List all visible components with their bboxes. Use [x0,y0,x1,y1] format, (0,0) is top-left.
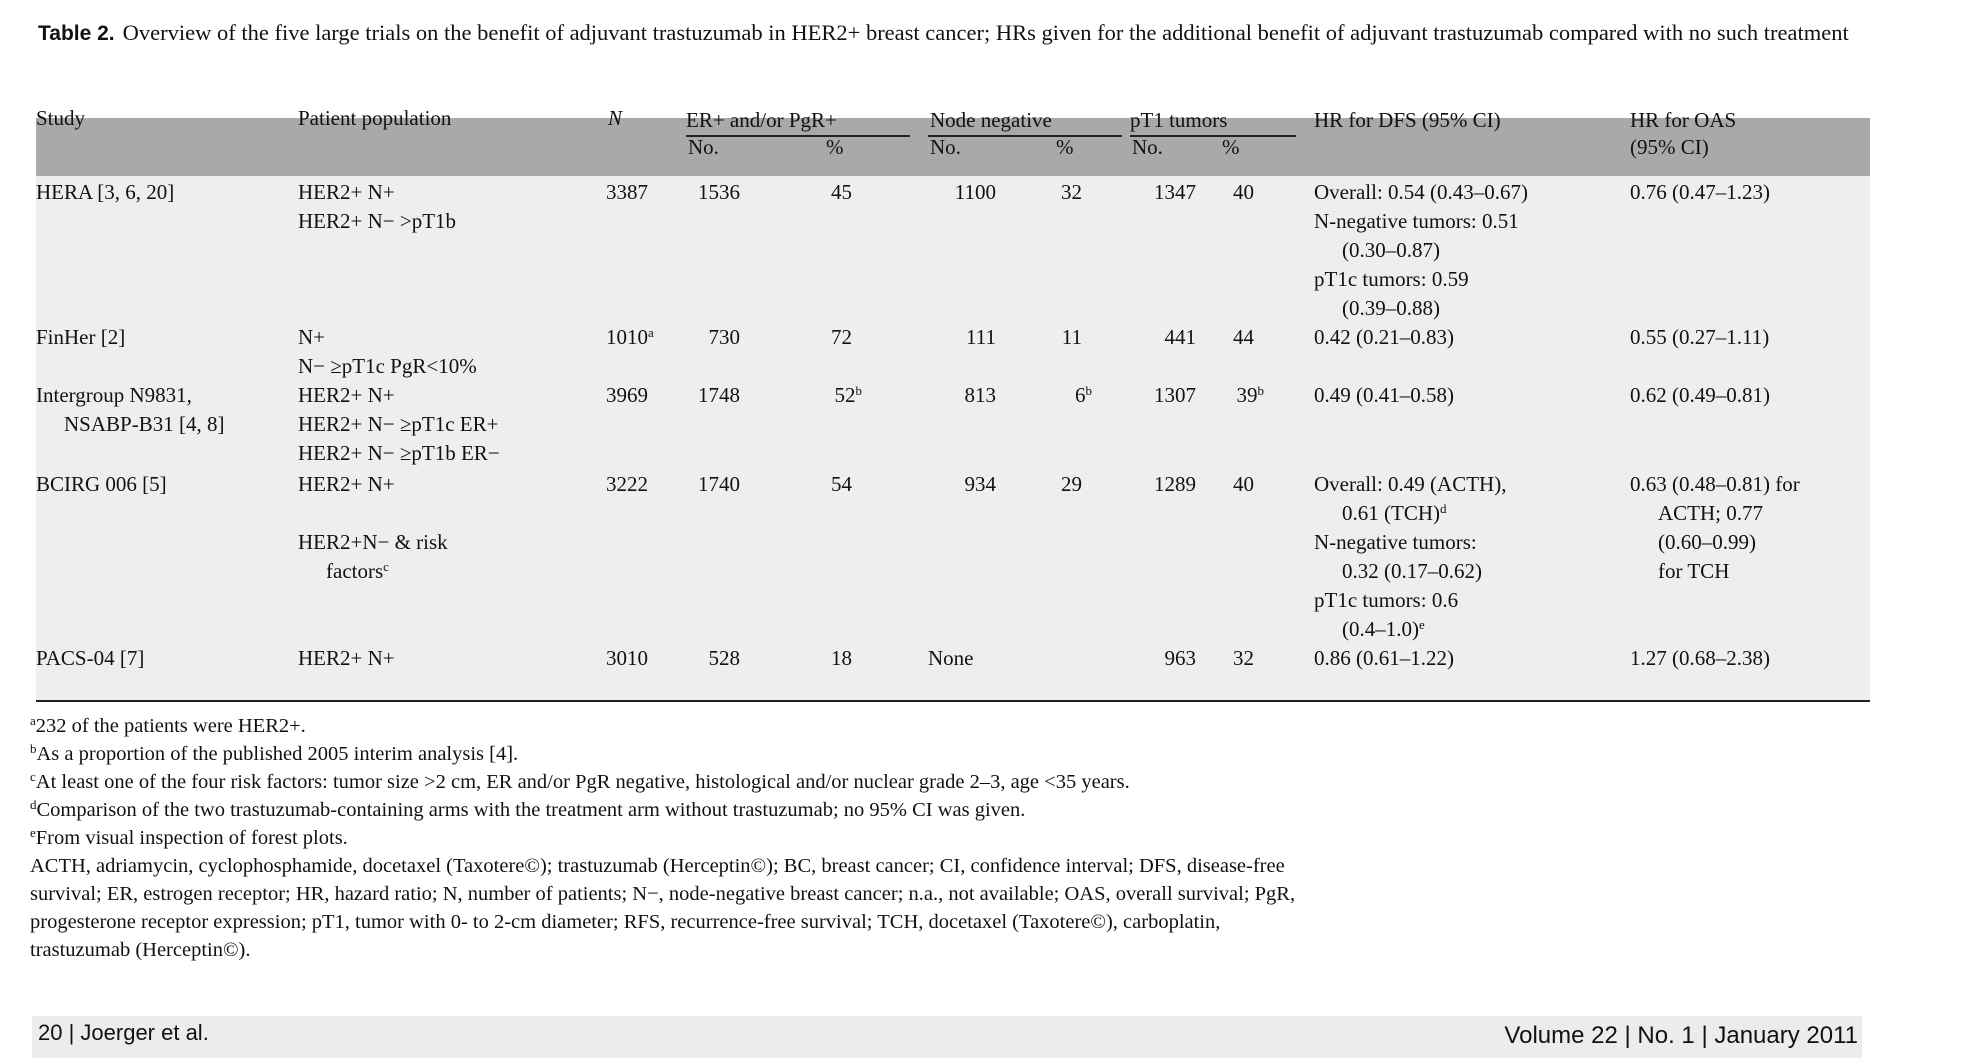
row1-dfs-3: (0.30–0.87) [1342,238,1440,262]
row2-pt1-no: 441 [1164,325,1196,349]
row3-er-pct [796,381,862,410]
row4-dfs-6 [1314,615,1425,644]
row4-dfs-6-text: (0.4–1.0) [1342,617,1419,641]
row1-pt1-no: 1347 [1154,180,1196,204]
row4-dfs-footnote-d: d [1440,501,1447,516]
footnote-d-mark: d [30,797,37,812]
row4-oas-4: for TCH [1658,559,1730,583]
header-pt1: pT1 tumors [1130,108,1228,132]
row4-dfs-2 [1314,499,1447,528]
row1-n: 3387 [606,180,648,204]
row3-node-no: 813 [964,383,996,407]
footnote-c-mark: c [30,769,36,784]
row2-er-no: 730 [708,325,740,349]
table-bottom-rule [36,700,1870,702]
row4-pt1-pct: 40 [1233,472,1254,496]
row5-dfs: 0.86 (0.61–1.22) [1314,646,1454,670]
row4-node-no: 934 [964,472,996,496]
header-pt1-pct: % [1222,135,1240,159]
row3-population-2: HER2+ N− ≥pT1c ER+ [298,412,499,436]
row2-n-value: 1010 [606,325,648,349]
page-footer-right: Volume 22 | No. 1 | January 2011 [1504,1022,1858,1049]
row3-study-2: NSABP-B31 [4, 8] [64,412,225,436]
row4-population-3 [298,557,389,586]
row1-node-pct: 32 [1061,180,1082,204]
row2-n-footnote-mark: a [648,325,654,340]
footnote-a-mark: a [30,713,36,728]
footnote-c-text: At least one of the four risk factors: tumor size >2 cm, ER and/or PgR negative, histological and/or nuclear grade 2–3, age <35 years. [35,771,1130,793]
table-label: Table 2. [38,22,115,45]
row3-pt1-pct-value: 39 [1236,383,1258,407]
row1-dfs-2: N-negative tumors: 0.51 [1314,209,1519,233]
row5-pt1-pct: 32 [1233,646,1254,670]
row1-population-1: HER2+ N+ [298,180,395,204]
row4-pt1-no: 1289 [1154,472,1196,496]
table-caption [38,18,1878,48]
row4-population-footnote-mark: c [383,559,389,574]
row4-er-pct: 54 [831,472,852,496]
footnote-a-text: 232 of the patients were HER2+. [35,715,306,737]
header-er-rule [686,135,910,137]
trials-table [36,106,1870,702]
row4-study: BCIRG 006 [5] [36,472,167,496]
header-study: Study [36,106,86,130]
row4-n: 3222 [606,472,648,496]
row3-study-1: Intergroup N9831, [36,383,192,407]
row1-study: HERA [3, 6, 20] [36,180,175,204]
footnote-b [30,740,1890,768]
row2-pt1-pct: 44 [1233,325,1254,349]
row3-oas: 0.62 (0.49–0.81) [1630,383,1770,407]
header-population: Patient population [298,106,452,130]
header-hr-dfs: HR for DFS (95% CI) [1314,108,1501,132]
row1-node-no: 1100 [954,180,996,204]
row3-er-footnote-mark: b [855,383,862,398]
header-hr-oas-ci: (95% CI) [1630,135,1709,159]
row3-pt1-no: 1307 [1154,383,1196,407]
row5-n: 3010 [606,646,648,670]
row1-dfs-5: (0.39–0.88) [1342,296,1440,320]
row4-population-1: HER2+ N+ [298,472,395,496]
row5-er-no: 528 [708,646,740,670]
footnote-d-text: Comparison of the two trastuzumab-containing arms with the treatment arm without trastuzumab; no 95% CI was given. [36,799,1026,821]
row4-dfs-1: Overall: 0.49 (ACTH), [1314,472,1507,496]
row4-dfs-footnote-e: e [1419,617,1425,632]
page-footer-left: 20 | Joerger et al. [38,1020,209,1045]
row5-oas: 1.27 (0.68–2.38) [1630,646,1770,670]
header-er: ER+ and/or PgR+ [686,108,837,132]
row1-er-no: 1536 [698,180,740,204]
row4-oas-3: (0.60–0.99) [1658,530,1756,554]
row5-pt1-no: 963 [1164,646,1196,670]
header-er-pct: % [826,135,844,159]
row2-oas: 0.55 (0.27–1.11) [1630,325,1770,349]
row4-dfs-2-text: 0.61 (TCH) [1342,501,1440,525]
footnote-e [30,824,1890,852]
row5-population: HER2+ N+ [298,646,395,670]
row5-study: PACS-04 [7] [36,646,145,670]
row5-node-no: None [928,646,974,670]
header-pt1-no: No. [1132,135,1163,159]
row1-population-2: HER2+ N− >pT1b [298,209,457,233]
row3-node-footnote-mark: b [1085,383,1092,398]
footnote-e-text: From visual inspection of forest plots. [35,827,348,849]
row3-pt1-pct [1206,381,1264,410]
row3-node-pct-value: 6 [1075,383,1086,407]
row2-dfs: 0.42 (0.21–0.83) [1314,325,1454,349]
row2-node-pct: 11 [1061,325,1082,349]
row4-oas-2: ACTH; 0.77 [1658,501,1763,525]
footnote-e-mark: e [30,825,36,840]
row4-population-2: HER2+N− & risk [298,530,448,554]
abbreviations-line-3: progesterone receptor expression; pT1, tumor with 0- to 2-cm diameter; RFS, recurrence-free survival; TCH, docetaxel (Taxotere©), carboplatin, [30,911,1221,933]
footnote-d [30,796,1890,824]
footnote-b-mark: b [30,741,37,756]
footnote-b-text: As a proportion of the published 2005 interim analysis [4]. [36,743,519,765]
row1-dfs-4: pT1c tumors: 0.59 [1314,267,1469,291]
header-er-no: No. [688,135,719,159]
row4-node-pct: 29 [1061,472,1082,496]
row2-population-2: N− ≥pT1c PgR<10% [298,354,477,378]
row4-population-3-text: factors [326,559,384,583]
header-node-pct: % [1056,135,1074,159]
row3-n: 3969 [606,383,648,407]
row3-node-pct [1026,381,1092,410]
row3-population-3: HER2+ N− ≥pT1b ER− [298,441,500,465]
row1-oas: 0.76 (0.47–1.23) [1630,180,1770,204]
row3-er-pct-value: 52 [834,383,856,407]
abbreviations-line-1: ACTH, adriamycin, cyclophosphamide, docetaxel (Taxotere©); trastuzumab (Herceptin©); BC, breast cancer; CI, confidence interval; DFS, disease-free [30,855,1285,877]
row3-population-1: HER2+ N+ [298,383,395,407]
row2-node-no: 111 [966,325,996,349]
row1-er-pct: 45 [831,180,852,204]
header-node-no: No. [930,135,961,159]
row5-er-pct: 18 [831,646,852,670]
footnote-c [30,768,1890,796]
header-n: N [608,106,623,130]
header-hr-oas: HR for OAS [1630,108,1737,132]
row3-pt1-footnote-mark: b [1257,383,1264,398]
row1-dfs-1: Overall: 0.54 (0.43–0.67) [1314,180,1529,204]
row2-er-pct: 72 [831,325,852,349]
row2-study: FinHer [2] [36,325,126,349]
abbreviations-line-2: survival; ER, estrogen receptor; HR, hazard ratio; N, number of patients; N−, node-negative breast cancer; n.a., not available; OAS, overall survival; PgR, [30,883,1296,905]
row4-er-no: 1740 [698,472,740,496]
row4-oas-1: 0.63 (0.48–0.81) for [1630,472,1800,496]
header-node-negative: Node negative [930,108,1052,132]
row2-n [606,323,654,352]
row3-dfs: 0.49 (0.41–0.58) [1314,383,1454,407]
row4-dfs-3: N-negative tumors: [1314,530,1477,554]
row3-er-no: 1748 [698,383,740,407]
row4-dfs-4: 0.32 (0.17–0.62) [1342,559,1482,583]
row2-population-1: N+ [298,325,326,349]
row4-dfs-5: pT1c tumors: 0.6 [1314,588,1459,612]
table-caption-text: Overview of the five large trials on the benefit of adjuvant trastuzumab in HER2+ breast cancer; HRs given for the additional benefit of adjuvant trastuzumab compared with no such treatment [122,20,1849,45]
abbreviations-line-4: trastuzumab (Herceptin©). [30,939,251,961]
row1-pt1-pct: 40 [1233,180,1254,204]
footnote-a [30,712,1890,740]
